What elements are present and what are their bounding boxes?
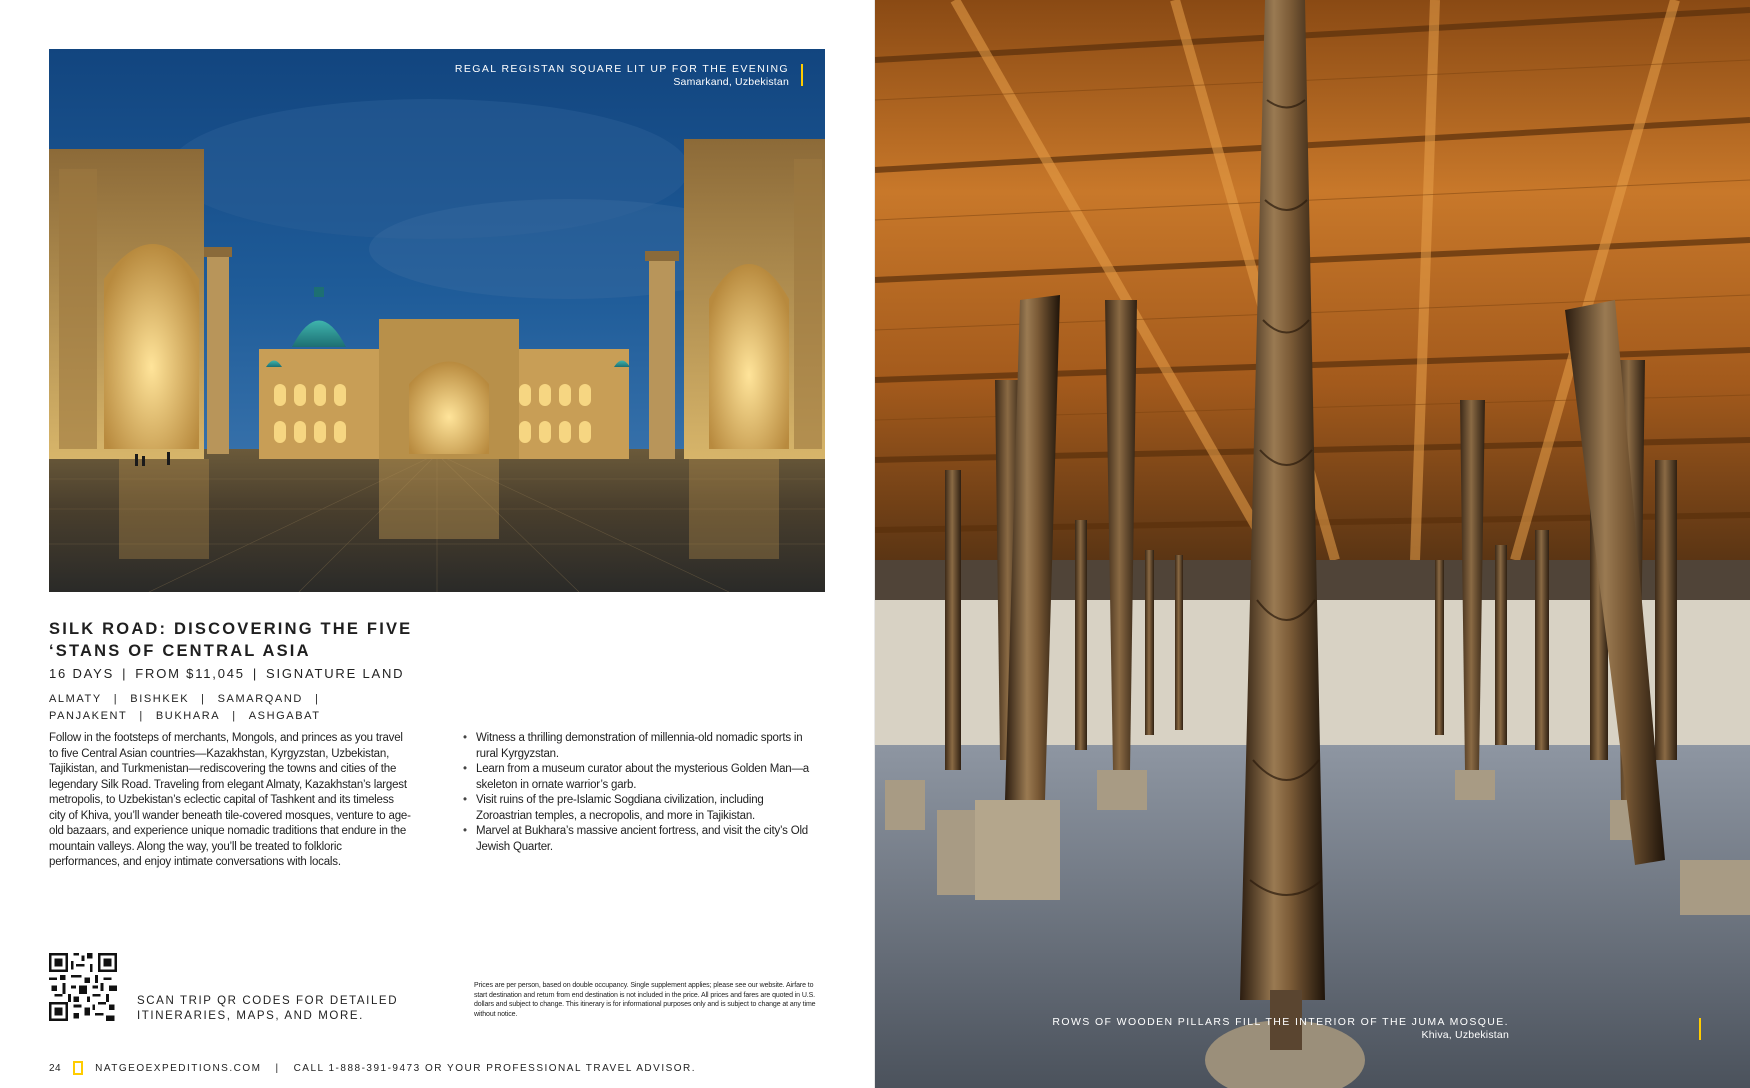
highlight-text: Learn from a museum curator about the mysterious Golden Man—a skeleton in ornate warrior’s garb. xyxy=(476,763,809,791)
highlight-text: Visit ruins of the pre-Islamic Sogdiana civilization, including Zoroastrian temples, a necropolis, and more in Tajikistan. xyxy=(476,794,764,822)
registan-square-photo xyxy=(49,49,825,592)
highlight-item xyxy=(463,793,818,824)
trip-highlights xyxy=(463,731,818,855)
bullet-icon: • xyxy=(463,825,467,837)
footer-call-text: CALL 1-888-391-9473 OR YOUR PROFESSIONAL TRAVEL ADVISOR. xyxy=(293,1062,697,1074)
highlight-item xyxy=(463,731,818,762)
city-panjakent: PANJAKENT xyxy=(49,710,128,722)
qr-code-icon[interactable] xyxy=(49,953,117,1021)
city-ashgabat: ASHGABAT xyxy=(248,710,321,722)
trip-description: Follow in the footsteps of merchants, Mongols, and princes as you travel to five Central Asian countries—Kazakhstan, Kyrgyzstan, Uzbekistan, Tajikistan, and Turkmenistan—rediscovering the towns and cities of the legendary Silk Road. Traveling from elegant Almaty, Kazakhstan’s largest metropolis, to Uzbekistan’s eclectic capital of Tashkent and its timeless city of Khiva, you’ll wander beneath tile-covered mosques, venture to age-old bazaars, and experience unique nomadic traditions that endure in the mountain valleys. Along the way, you’ll be treated to folkloric performances, and enjoy intimate conversations with locals. xyxy=(49,732,411,868)
city-separator: | xyxy=(314,693,320,705)
right-photo-caption-title: ROWS OF WOODEN PILLARS FILL THE INTERIOR OF THE JUMA MOSQUE. xyxy=(1052,1016,1509,1028)
top-caption-accent-bar xyxy=(801,64,803,86)
pricing-fine-print: Prices are per person, based on double occupancy. Single supplement applies; please see our website. Airfare to start destination and return from end destination is not included in the price. All prices and fares are quoted in U.S. dollars and subject to change. This itinerary is for informational purposes only and is subject to change at any time without notice. xyxy=(474,982,816,1018)
left-page xyxy=(0,0,874,1088)
trip-price: FROM $11,045 xyxy=(135,666,245,681)
meta-separator: | xyxy=(252,666,258,681)
city-samarqand: SAMARQAND xyxy=(217,693,303,705)
cities-line-1 xyxy=(49,691,379,708)
city-separator: | xyxy=(201,693,206,705)
top-photo-caption-title: REGAL REGISTAN SQUARE LIT UP FOR THE EVENING xyxy=(454,63,789,75)
footer-website-link[interactable]: NATGEOEXPEDITIONS.COM xyxy=(95,1062,262,1074)
meta-separator: | xyxy=(122,666,128,681)
trip-title: SILK ROAD: DISCOVERING THE FIVE ‘STANS OF CENTRAL ASIA xyxy=(49,620,413,660)
city-separator: | xyxy=(232,710,237,722)
trip-days: 16 DAYS xyxy=(49,666,115,681)
highlight-text: Witness a thrilling demonstration of millennia-old nomadic sports in rural Kyrgyzstan. xyxy=(476,732,803,760)
top-photo-caption xyxy=(369,63,789,88)
highlight-item xyxy=(463,762,818,793)
right-caption-accent-bar xyxy=(1699,1018,1701,1040)
highlight-item xyxy=(463,824,818,855)
right-photo-caption-location: Khiva, Uzbekistan xyxy=(1421,1029,1509,1041)
city-bukhara: BUKHARA xyxy=(155,710,221,722)
highlight-text: Marvel at Bukhara’s massive ancient fortress, and visit the city’s Old Jewish Quarter. xyxy=(476,825,808,853)
right-photo-caption xyxy=(949,1016,1509,1041)
page-number: 24 xyxy=(49,1062,62,1074)
trip-meta xyxy=(49,666,404,681)
city-bishkek: BISHKEK xyxy=(130,693,190,705)
trip-type: SIGNATURE LAND xyxy=(266,666,405,681)
city-separator: | xyxy=(113,693,119,705)
bullet-icon: • xyxy=(463,794,467,806)
footer-separator: | xyxy=(275,1062,280,1074)
top-photo-caption-location: Samarkand, Uzbekistan xyxy=(673,76,789,88)
city-separator: | xyxy=(139,710,144,722)
bullet-icon: • xyxy=(463,732,467,744)
trip-cities xyxy=(49,691,379,725)
bullet-icon: • xyxy=(463,763,467,775)
cities-line-2 xyxy=(49,708,379,725)
juma-mosque-photo xyxy=(875,0,1750,1088)
nat-geo-yellow-border-icon xyxy=(73,1061,83,1075)
city-almaty: ALMATY xyxy=(49,693,102,705)
qr-scan-text: SCAN TRIP QR CODES FOR DETAILED ITINERARIES, MAPS, AND MORE. xyxy=(137,995,399,1022)
page-footer xyxy=(49,1060,696,1076)
